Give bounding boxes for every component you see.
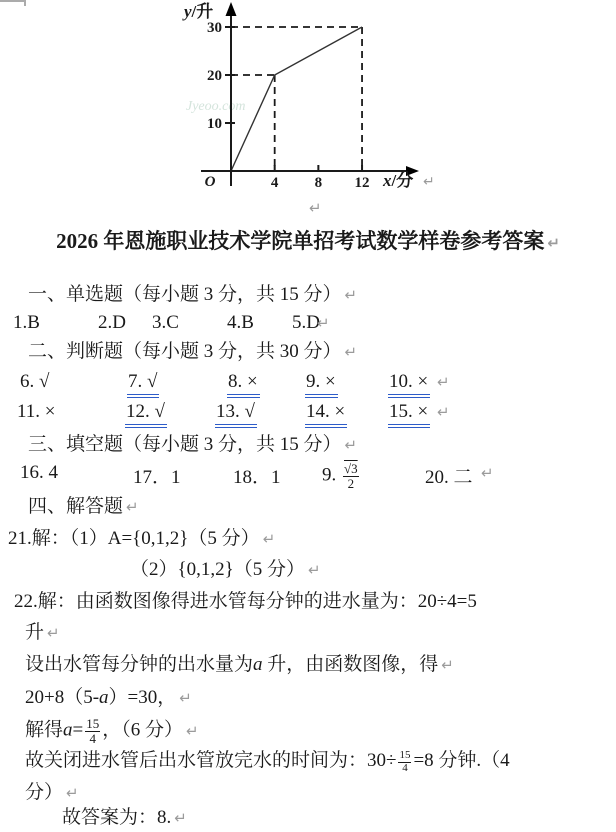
section-two-heading: [28, 340, 357, 364]
answer-1: 1.B: [13, 312, 40, 333]
heading-text: 三、填空题（每小题 3 分，共 15 分）: [28, 434, 342, 455]
answer-10: 10. ×: [388, 371, 430, 398]
paragraph-mark: ↵: [66, 784, 79, 802]
variable-a: a: [99, 687, 109, 708]
paragraph-mark: ↵: [262, 530, 276, 548]
fraction-numerator: √3: [344, 461, 358, 476]
heading-text: 一、单选题（每小题 3 分，共 15 分）: [28, 284, 342, 305]
watermark-text: Jyeoo.com: [186, 99, 246, 114]
paragraph-mark: ↵: [481, 464, 494, 482]
chart-guides: [231, 27, 362, 171]
answer-12: 12. √: [125, 401, 167, 428]
fraction-15-over-4: [398, 750, 411, 774]
solution-text: 升: [25, 622, 45, 643]
answer-5: 5.D: [292, 312, 320, 333]
answer-2: 2.D: [98, 312, 126, 333]
paragraph-mark: ↵: [308, 561, 321, 579]
blank-answers-row: [0, 462, 616, 489]
answer-7: 7. √: [127, 371, 159, 398]
solution-text: 分）: [25, 782, 64, 803]
water-volume-line-chart: [180, 0, 445, 200]
x-axis-label: x/分: [383, 171, 414, 190]
paragraph-mark: ↵: [344, 343, 358, 361]
svg-text:30: 30: [207, 20, 222, 36]
solution-22-line-1: [14, 590, 477, 614]
solution-text: 解得: [25, 719, 64, 741]
solution-21-line-1: [8, 527, 275, 551]
fraction-denominator: 4: [89, 730, 96, 746]
answer-13: 13. √: [215, 401, 257, 428]
paragraph-mark: ↵: [317, 314, 330, 332]
y-axis-arrow-icon: [226, 2, 237, 16]
section-three-heading: [28, 433, 357, 457]
fraction-numerator: 15: [399, 749, 411, 762]
solution-22-equation: [25, 686, 192, 710]
answer-18: 18．1: [233, 467, 281, 488]
answer-20: 20. 二: [425, 467, 473, 488]
svg-text:20: 20: [207, 68, 222, 84]
svg-text:10: 10: [207, 116, 222, 132]
paragraph-mark: ↵: [437, 373, 450, 391]
paragraph-mark: ↵: [126, 498, 139, 516]
origin-label: O: [204, 174, 216, 190]
svg-text:4: 4: [270, 175, 279, 191]
final-answer-text: 故答案为：8.: [62, 807, 172, 828]
crop-corner-mark: [0, 0, 26, 6]
answer-16: 16. 4: [20, 462, 58, 483]
answer-11: 11. ×: [17, 401, 56, 422]
paragraph-mark: ↵: [344, 436, 358, 454]
paragraph-mark: ↵: [423, 174, 435, 190]
solution-text: ，（6 分）: [102, 719, 183, 741]
chart-line: [231, 27, 362, 171]
solution-22-line-2: [25, 621, 60, 645]
solution-22-result: [25, 717, 199, 745]
answer-15: 15. ×: [388, 401, 430, 428]
page-title: [0, 229, 616, 255]
paragraph-mark: ↵: [186, 721, 199, 740]
final-answer-line: [62, 806, 187, 830]
paragraph-mark: ↵: [47, 624, 60, 642]
solution-text: 21.解：（1）A={0,1,2}（5 分）: [8, 528, 260, 549]
solution-text: 故关闭进水管后出水管放完水的时间为：30÷: [25, 750, 397, 771]
choice-answers-row: [0, 312, 616, 339]
paragraph-mark: ↵: [441, 656, 454, 674]
section-one-heading: [28, 283, 357, 307]
fraction-numerator: 15: [86, 716, 100, 731]
solution-text: 22.解：由函数图像得进水管每分钟的进水量为：20÷4=5: [14, 591, 477, 612]
variable-a: a: [63, 719, 73, 741]
x-ticks: [271, 165, 370, 191]
equation-text: ）=30，: [108, 687, 177, 708]
judge-answers-row-1: [0, 371, 616, 398]
solution-text: 设出水管每分钟的出水量为: [25, 654, 254, 675]
paragraph-mark: ↵: [437, 403, 450, 421]
heading-text: 四、解答题: [28, 496, 124, 517]
judge-answers-row-2: [0, 401, 616, 428]
heading-text: 二、判断题（每小题 3 分，共 30 分）: [28, 341, 342, 362]
section-four-heading: [28, 495, 139, 519]
solution-text: 升，由函数图像，得: [262, 654, 439, 675]
answer-8: 8. ×: [227, 371, 260, 398]
paragraph-mark: ↵: [309, 199, 322, 217]
answer-4: 4.B: [227, 312, 254, 333]
svg-text:8: 8: [314, 175, 323, 191]
solution-22-conclusion-1: [25, 749, 510, 775]
solution-22-line-3: [25, 653, 454, 677]
y-axis-label: y/升: [184, 2, 214, 21]
answer-19: [322, 462, 361, 490]
title-text: 2026 年恩施职业技术学院单招考试数学样卷参考答案: [56, 229, 545, 253]
paragraph-mark: ↵: [174, 809, 187, 827]
answer-17: 17．1: [133, 467, 181, 488]
solution-22-conclusion-2: [25, 781, 79, 805]
solution-text: （2）{0,1,2}（5 分）: [130, 559, 305, 580]
solution-21-line-2: [130, 558, 321, 582]
fraction-sqrt3-over-2: [343, 462, 359, 490]
equals-sign: =: [72, 719, 84, 741]
answer-14: 14. ×: [305, 401, 347, 428]
solution-text: =8 分钟.（4: [413, 750, 510, 771]
fraction-15-over-4: [85, 717, 100, 745]
answer-3: 3.C: [152, 312, 179, 333]
variable-a: a: [253, 654, 263, 675]
equation-text: 20+8（5-: [25, 687, 100, 708]
svg-text:12: 12: [354, 175, 370, 191]
paragraph-mark: ↵: [547, 234, 560, 252]
fraction-denominator: 4: [402, 762, 408, 774]
fraction-denominator: 2: [347, 475, 355, 491]
answer-6: 6. √: [20, 371, 50, 392]
paragraph-mark: ↵: [179, 689, 192, 707]
answer-19-label: 9.: [322, 464, 341, 486]
paragraph-mark: ↵: [344, 286, 358, 304]
answer-9: 9. ×: [305, 371, 338, 398]
